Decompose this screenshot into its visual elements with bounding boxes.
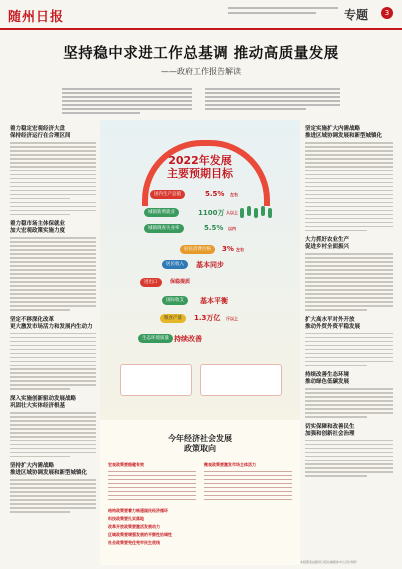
- left-section-title-4: 深入实施创新驱动发展战略 巩固壮大实体经济根基: [10, 396, 77, 409]
- infographic-title: 2022年发展 主要预期目标: [167, 154, 233, 180]
- targets-infographic: [100, 120, 300, 565]
- right-section-title-3: 扩大高水平对外开放 推动外贸外资平稳发展: [305, 316, 361, 330]
- newspaper-logo: 随州日报: [8, 10, 65, 25]
- right-column: [305, 126, 393, 479]
- lead-paragraph-left: [62, 88, 192, 116]
- left-section-title-2: 着力稳市场主体保就业 加大宏观政策实施力度: [10, 221, 66, 235]
- target-label-cpi: 居民消费价格: [180, 245, 215, 254]
- section-label: 专题: [344, 8, 369, 22]
- target-value-trade: 保稳提质: [170, 279, 191, 285]
- page-footer: 本版图表由随州日报社融媒体中心设计制作: [300, 560, 358, 564]
- page-number-badge: 3: [381, 7, 393, 19]
- right-section-title-1: 坚定实施扩大内需战略 推进区域协调发展和新型城镇化: [305, 126, 383, 139]
- target-label-balance: 国际收支: [162, 296, 188, 305]
- target-value-income: 基本同步: [196, 261, 224, 269]
- masthead: [0, 0, 402, 28]
- target-label-employment: 城镇新增就业: [144, 208, 179, 217]
- policy-center-block: 结构政策要着力畅通国民经济循环 科技政策要扎实落地 改革开放政策要激活发展动力 区域政策要增强发展的平衡性协调性 社会政策要兜住兜牢民生底线: [108, 508, 172, 545]
- target-value-unemployment: 5.5%: [204, 224, 224, 232]
- target-label-income: 居民收入: [162, 260, 188, 269]
- right-section-title-2: 大力抓好农业生产 促进乡村全面振兴: [305, 237, 350, 251]
- masthead-divider: [0, 28, 402, 30]
- person-icon: [254, 208, 258, 218]
- target-value-balance: 基本平衡: [200, 297, 228, 305]
- policy-left-block: 宏观政策要稳健有效: [108, 462, 196, 503]
- target-label-gdp: 国内生产总值: [150, 190, 185, 199]
- policy-right-block: 微观政策要激发市场主体活力: [204, 462, 292, 503]
- infographic-top-panel: 2022年发展 主要预期目标 国内生产总值 5.5% 左右 城镇新增就业 1100万 人以上 城镇调查失业率 5.5% 以内 居民消费价格 3% 左右 居民收入 基本同步 进出口 保稳提质 国际收支 基本平衡 粮食产量 1.3万亿 斤以上 生态环境质量 持续改善: [100, 120, 300, 420]
- target-value-ecology: 持续改善: [174, 335, 202, 343]
- target-label-trade: 进出口: [140, 278, 162, 287]
- left-section-title-5: 坚持扩大内需战略 推进区域协调发展和新型城镇化: [10, 463, 88, 477]
- right-section-title-4: 持续改善生态环境 推动绿色低碳发展: [305, 372, 350, 386]
- target-value-cpi: 3%: [222, 245, 234, 253]
- infographic-notes: [100, 354, 300, 420]
- person-icon: [240, 208, 244, 218]
- target-label-ecology: 生态环境质量: [138, 334, 173, 343]
- lead-paragraph-right: [205, 88, 340, 112]
- page-subhead: ——政府工作报告解读: [161, 67, 241, 76]
- left-section-title-1: 着力稳定宏观经济大盘 保持经济运行在合理区间: [10, 126, 71, 139]
- target-value-gdp: 5.5%: [205, 190, 225, 198]
- policy-title: 今年经济社会发展 政策取向: [168, 434, 232, 453]
- infographic-bottom-panel: [100, 420, 300, 565]
- left-section-title-3: 坚定不移深化改革 更大激发市场活力和发展内生动力: [10, 316, 93, 330]
- target-value-grain: 1.3万亿: [194, 314, 221, 322]
- right-section-title-5: 切实保障和改善民生 加强和创新社会治理: [305, 423, 355, 437]
- person-icon: [247, 206, 251, 216]
- person-icon: [268, 208, 272, 218]
- target-label-grain: 粮食产量: [160, 314, 186, 323]
- target-value-employment: 1100万: [198, 209, 225, 217]
- target-label-unemployment: 城镇调查失业率: [144, 224, 184, 233]
- left-column: [10, 126, 96, 515]
- person-icon: [261, 206, 265, 216]
- masthead-info: [228, 7, 338, 19]
- page-headline: 坚持稳中求进工作总基调 推动高质量发展: [63, 46, 339, 62]
